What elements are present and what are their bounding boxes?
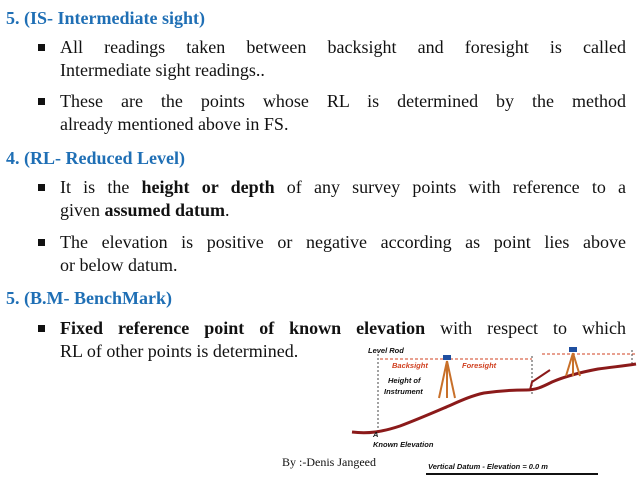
bullet-text-line: already mentioned above in FS. [60, 114, 289, 134]
bullet-marker [38, 239, 45, 246]
label-level-rod: Level Rod [368, 346, 404, 355]
label-height-of: Height of [388, 376, 421, 385]
tripod-icon [439, 361, 455, 398]
bullet-text-line: Fixed reference point of known elevation with respect to which [60, 318, 626, 338]
heading-reduced-level: 4. (RL- Reduced Level) [6, 148, 185, 168]
bullet-text-line: or below datum. [60, 255, 178, 275]
label-vertical-datum: Vertical Datum - Elevation = 0.0 m [428, 462, 548, 471]
heading-intermediate-sight: 5. (IS- Intermediate sight) [6, 8, 205, 28]
bullet-text-line: These are the points whose RL is determined by the method [60, 91, 626, 111]
bullet-marker [38, 44, 45, 51]
bullet-marker [38, 325, 45, 332]
heading-benchmark: 5. (B.M- BenchMark) [6, 288, 172, 308]
bullet-marker [38, 98, 45, 105]
bullet-text-line: The elevation is positive or negative according as point lies above [60, 232, 626, 252]
level-instrument-icon [443, 355, 451, 360]
bullet-text-line: Intermediate sight readings.. [60, 60, 265, 80]
label-foresight: Foresight [462, 361, 497, 370]
bullet-text-line: given assumed datum. [60, 200, 230, 220]
terrain-profile [352, 364, 636, 433]
leveling-diagram [340, 332, 638, 478]
level-instrument-icon [569, 347, 577, 352]
bullet-text-line: It is the height or depth of any survey points with reference to a [60, 177, 626, 197]
label-instrument: Instrument [384, 387, 423, 396]
label-backsight: Backsight [392, 361, 428, 370]
label-known-elevation: Known Elevation [373, 440, 434, 449]
bullet-text-line: All readings taken between backsight and foresight is called [60, 37, 626, 57]
bullet-text-line: RL of other points is determined. [60, 341, 299, 361]
bullet-marker [38, 184, 45, 191]
footer-author: By :-Denis Jangeed [282, 455, 376, 469]
label-point-a: A [373, 430, 379, 439]
